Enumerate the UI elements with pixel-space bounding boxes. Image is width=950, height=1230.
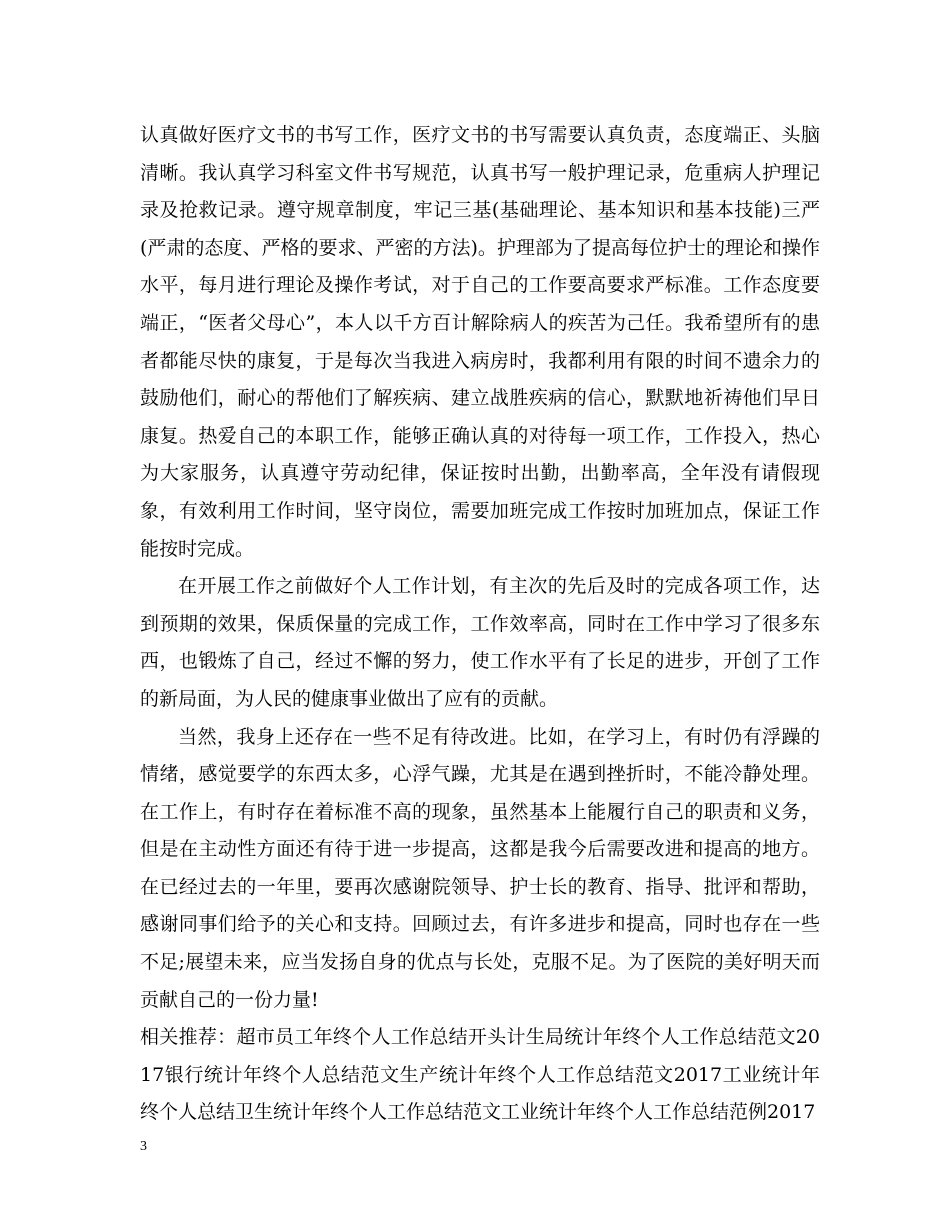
paragraph-medical-records: 认真做好医疗文书的书写工作，医疗文书的书写需要认真负责，态度端正、头脑清晰。我认真学习科室文件书写规范，认真书写一般护理记录，危重病人护理记录及抢救记录。遵守规章制度，牢记三基(基础理论、基本知识和基本技能)三严(严肃的态度、严格的要求、严密的方法)。护理部为了提高每位护士的理论和操作水平，每月进行理论及操作考试，对于自己的工作要高要求严标准。工作态度要端正，“医者父母心”，本人以千方百计解除病人的疾苦为己任。我希望所有的患者都能尽快的康复，于是每次当我进入病房时，我都利用有限的时间不遗余力的鼓励他们，耐心的帮他们了解疾病、建立战胜疾病的信心，默默地祈祷他们早日康复。热爱自己的本职工作，能够正确认真的对待每一项工作，工作投入，热心为大家服务，认真遵守劳动纪律，保证按时出勤，出勤率高，全年没有请假现象，有效利用工作时间，坚守岗位，需要加班完成工作按时加班加点，保证工作能按时完成。: [140, 124, 820, 560]
paragraph-shortcomings: 当然，我身上还存在一些不足有待改进。比如，在学习上，有时仍有浮躁的情绪，感觉要学的东西太多，心浮气躁，尤其是在遇到挫折时，不能冷静处理。在工作上，有时存在着标准不高的现象，虽然基本上能履行自己的职责和义务，但是在主动性方面还有待于进一步提高，这都是我今后需要改进和提高的地方。在已经过去的一年里，要再次感谢院领导、护士长的教育、指导、批评和帮助，感谢同事们给予的关心和支持。回顾过去，有许多进步和提高，同时也存在一些不足;展望未来，应当发扬自身的优点与长处，克服不足。为了医院的美好明天而贡献自己的一份力量!: [140, 725, 820, 1011]
related-recommendations: 相关推荐：超市员工年终个人工作总结开头计生局统计年终个人工作总结范文2017银行统计年终个人总结范文生产统计年终个人工作总结范文2017工业统计年终个人总结卫生统计年终个人工作总结范文工业统计年终个人工作总结范例2017: [140, 1026, 820, 1124]
document-body: [140, 117, 820, 1132]
paragraph-work-plan: 在开展工作之前做好个人工作计划，有主次的先后及时的完成各项工作，达到预期的效果，保质保量的完成工作，工作效率高，同时在工作中学习了很多东西，也锻炼了自己，经过不懈的努力，使工作水平有了长足的进步，开创了工作的新局面，为人民的健康事业做出了应有的贡献。: [140, 575, 820, 710]
page-number: 3: [140, 1139, 147, 1154]
